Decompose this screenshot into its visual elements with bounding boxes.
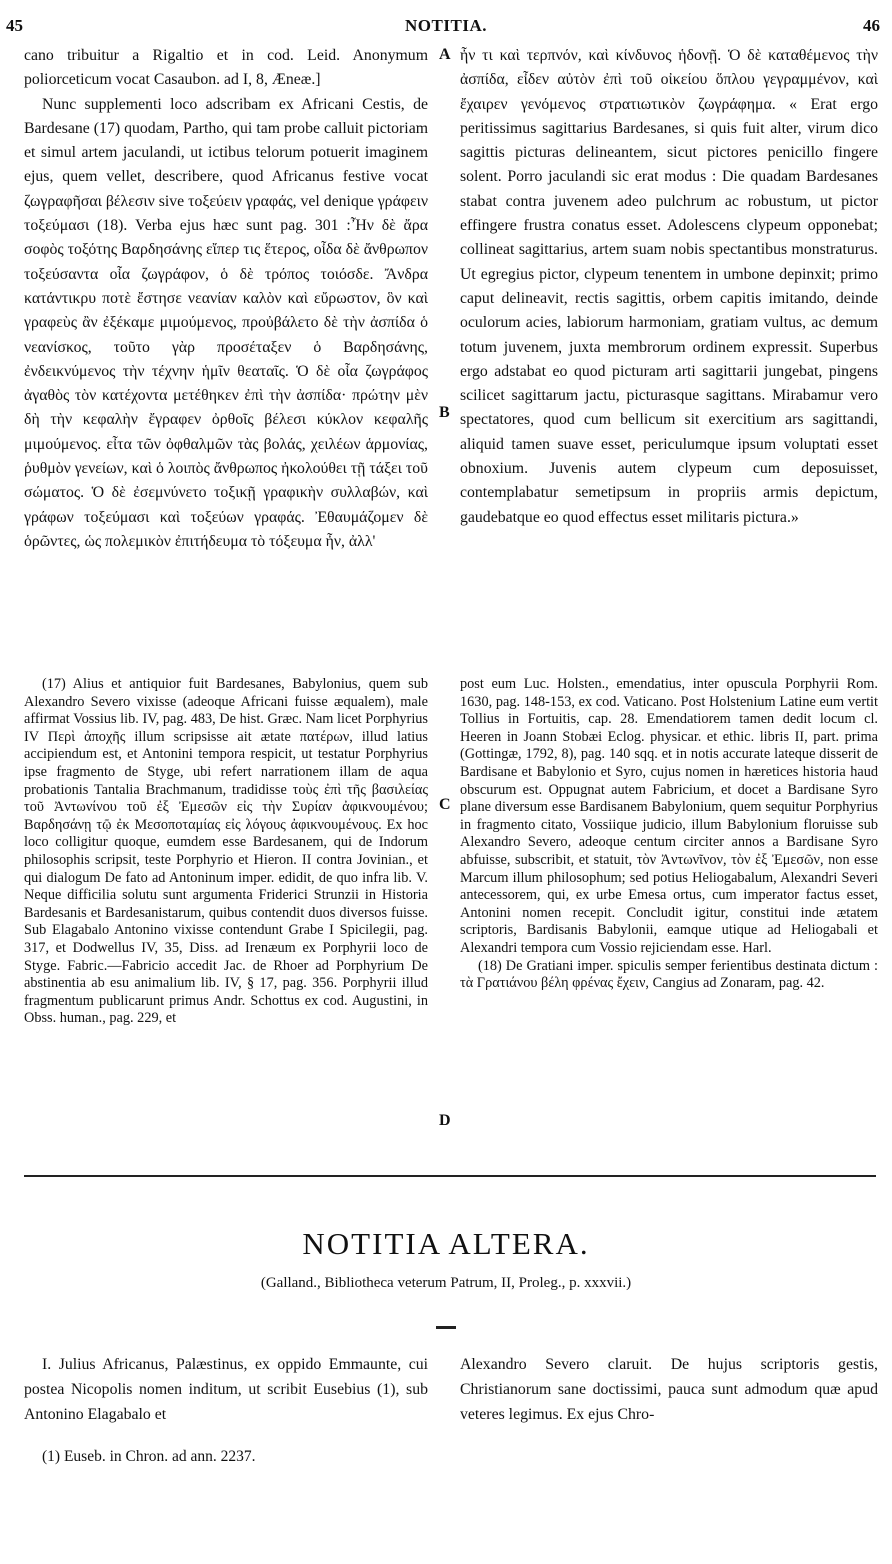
altera-left-column bbox=[24, 1352, 428, 1427]
section-marker-d: D bbox=[439, 1112, 451, 1129]
page-number-left: 45 bbox=[6, 16, 23, 35]
section-title: NOTITIA ALTERA. bbox=[302, 1226, 590, 1261]
altera-right-text: Alexandro Severo claruit. De hujus scriptoris gestis, Christianorum sane doctissimi, pauca sunt admodum quæ apud veteres legimus. Ex ejus Chro- bbox=[460, 1356, 878, 1423]
section-source: (Galland., Bibliotheca veterum Patrum, II, Proleg., p. xxxvii.) bbox=[260, 1275, 632, 1291]
right-main-paragraph-1: ἦν τι καὶ τερπνόν, καὶ κίνδυνος ἡδονῇ. Ὁ δὲ καταθέμενος τὴν ἀσπίδα, εἶδεν αὐτὸν ἐπὶ τοῦ οἰκείου ὅπλου γεγραμμένον, καὶ ἔχαιρεν γενόμενος στρατιωτικὸν ζωγράφημα. « Erat ergo peritissimus sagittarius Bardesanes, si quis fuit alter, virum dico sagittis picturas delineantem, sicut pictores penicillo fingere solent. Porro jaculandi sic erat modus : Die quadam Bardesanes stabat contra juvenem adeo pulchrum ac robustum, ut pictor effingere frustra conatus esset. Adolescens clypeum opponebat; collineat sagittarius, artem suam nobis spectantibus monstraturus. Ut egregius pictor, clypeum tenentem in umbone depinxit; primo caput delineavit, rectis sagittis, orbem capitis imitando, deinde oculorum acies, labiorum harmoniam, gratiam vultus, ac demum totum juvenem, juxta membrorum ordinem expressit. Superbus ergo adstabat eo quod picturam arti sagittarii jungebat, pingens scilicet sagittarum jactu, picturasque sagittans. Mirabamur vero spectatores, quod cum bellicum sit exercitium ars sagittandi, aliquid tamen suave esset, periculumque ipsum voluptati esset obnoxium. Juvenis autem clypeum cum deposuisset, contemplabatur semetipsum in propriis armis depictum, gaudebatque eo quod effectus esset militaris pictura.» bbox=[460, 47, 878, 526]
left-main-column bbox=[24, 44, 428, 554]
section-marker-b: B bbox=[439, 404, 450, 421]
section-divider bbox=[24, 1175, 876, 1177]
page-number-right: 46 bbox=[863, 16, 880, 35]
footnote-17: (17) Alius et antiquior fuit Bardesanes, Babylonius, quem sub Alexandro Severo vixisse (adeoque Africani fuisse æqualem), male affirmat Vossius lib. IV, pag. 483, De hist. Græc. Nam licet Porphyrius IV Περὶ ἀποχῆς illum scripsisse ait ætate πατέρων, illud latius accipiendum est, et Antonini tempora respicit, ut testatur Porphyrius ipse fragmento de Styge, ubi refert narrationem illam de aqua probationis Tantalia Brachmanum, tradidisse τοὺς ἐπὶ τῆς βασιλείας τοῦ Ἀντωνίνου τοῦ ἐξ Ἐμεσῶν εἰς τὴν Συρίαν ἀφικνουμένου; Βαρδησάνῃ τῷ ἐκ Μεσοποταμίας εἰς λόγους ἀφικνουμένους. Ex hoc loco colligitur quoque, eumdem esse Bardesanem, qui de Indorum philosophis scripsit, teste Porphyrio et Hieron. II contra Jovinian., et qui dialogum De fato ad Antoninum imper. edidit, de quo infra lib. V. Neque difficilia solutu sunt argumenta Friderici Strunzii in Historia Bardesanis et Bardesanistarum, quibus contendit duos diversos fuisse. Sub Elagabalo Antonino vixisse contendunt Grabe I Spicilegii, pag. 317, et Dodwellus IV, 35, Diss. ad Irenæum ex Porphyrii loco de Styge. Fabric.—Fabricio accedit Jac. de Rhoer ad Porphyrium De abstinentia ab esu animalium lib. IV, § 17, pag. 356. Porphyrii illud fragmentum publicarunt primus Andr. Schottus ex cod. Augustini, in Obss. human., pag. 229, et bbox=[24, 676, 428, 1027]
altera-left-text: I. Julius Africanus, Palæstinus, ex oppido Emmaunte, cui postea Nicopolis nomen inditum, ut scribit Eusebius (1), sub Antonino Elagabalo et bbox=[24, 1356, 428, 1423]
footnote-18: (18) De Gratiani imper. spiculis semper ferientibus destinata dictum : τὰ Γρατιάνου βέλη φρένας ἔχειν, Cangius ad Zonaram, pag. 42. bbox=[460, 957, 878, 992]
section-marker-c: C bbox=[439, 796, 451, 813]
section-marker-a: A bbox=[439, 46, 451, 63]
left-footnote-column bbox=[24, 676, 428, 1028]
footnote-17-continued: post eum Luc. Holsten., emendatius, inter opuscula Porphyrii Rom. 1630, pag. 148-153, ex cod. Vaticano. Post Holstenium Latine eum vertit Tollius in Fortuitis, cap. 28. Emendatiorem tamen dedit locum cl. Heeren in Joann Stobæi Eclog. physicar. et ethic. libris II, part. prima (Gottingæ, 1792, 8), pag. 140 sqq. et in notis accurate lateque disserit de Bardisane et Babylonio et Syro, cujus nomen in hæretices historia haud obscurum est. Oppugnat autem Fabricium, et docet a Bardisane Syro plane diversum esse Bardisanem Babylonium, quem sequitur Porphyrius in fragmento citato, Vossiique judicio, illum Babylonium floruisse sub Alexandro Severo, adeoque centum circiter annos a Bardisane Syro abfuisse, subscribit, et statuit, τὸν Ἀντωνῖνον, τὸν ἐξ Ἐμεσῶν, non esse Marcum illum philosophum; sed potius Heliogabalum, Alexandri Severi antecessorem, qui, ex urbe Emesa ortus, cum imperator factus esset, Antonini nomen recepit. Concludit igitur, constitui inde ætatem scriptoris, Bardisanis Babylonii, eamque utique ad Heliogabali et Alexandri tempora cum Vossio rejiciendam esse. Harl. bbox=[460, 676, 878, 956]
right-main-column bbox=[460, 44, 878, 530]
right-footnote-column bbox=[460, 676, 878, 993]
running-title: NOTITIA. bbox=[405, 16, 487, 35]
altera-right-column bbox=[460, 1352, 878, 1427]
left-main-paragraph-2: Nunc supplementi loco adscribam ex Africani Cestis, de Bardesane (17) quodam, Partho, qui tam probe calluit pictoriam et simul artem jaculandi, ut ictibus telorum potuerit imaginem ejus, quem vellet, describere, quod Africanus festive vocat ζωγραφῆσαι βέλεσιν sive τοξεύειν γραφάς, vel denique γράφειν τοξεύμασι (18). Verba ejus hæc sunt pag. 301 :Ἦν δὲ ἄρα σοφὸς τοξότης Βαρδησάνης εἴπερ τις ἕτερος, οἶδα δὲ ἄνθρωπον τοξεύσαντα οἷα ζωγράφον, ὁ δὲ τρόπος τοιόσδε. Ἄνδρα κατάντικρυ ποτὲ ἔστησε νεανίαν καλὸν καὶ εὔρωστον, ὃν καὶ γραφεὺς ἂν ἐξέκαμε μιμούμενος, προὐβάλετο δὲ τὴν ἀσπίδα ὁ νεανίσκος, τοῦτο γὰρ προσέταξεν ὁ Βαρδησάνης, ἐνδεικνύμενος τὴν τέχνην ἡμῖν θεαταῖς. Ὁ δὲ οἷα ζωγράφος ἀγαθὸς τὸν κατέχοντα μετέθηκεν ἐπὶ τὴν ἀσπίδα· πρώτην μὲν δὴ τὴν κεφαλὴν ἔγραφεν ὀρθοῖς βέλεσι κύκλον κεφαλῆς μιμούμενος. εἶτα τῶν ὀφθαλμῶν τὰς βολάς, χειλέων ἁρμονίας, ῥυθμὸν γενείων, καὶ ὁ λοιπὸς ἄνθρωπος ἠκολούθει τῇ τάξει τοῦ σώματος. Ὁ δὲ ἐσεμνύνετο τοξικῇ γραφικὴν συλλαβών, καὶ γράφων τοξεύμασι καὶ τοξεύων γραφάς. Ἐθαυμάζομεν δὲ ὁρῶντες, ὡς πολεμικὸν ἐπιτήδευμα τὸ τόξευμα ἦν, ἀλλ' bbox=[24, 95, 428, 550]
left-main-paragraph-1: cano tribuitur a Rigaltio et in cod. Leid. Anonymum poliorceticum vocat Casaubon. ad I, 8, Æneæ.] bbox=[24, 47, 428, 89]
footnote-1: (1) Euseb. in Chron. ad ann. 2237. bbox=[42, 1448, 256, 1465]
altera-footnote bbox=[24, 1445, 428, 1469]
title-dash bbox=[436, 1326, 456, 1329]
